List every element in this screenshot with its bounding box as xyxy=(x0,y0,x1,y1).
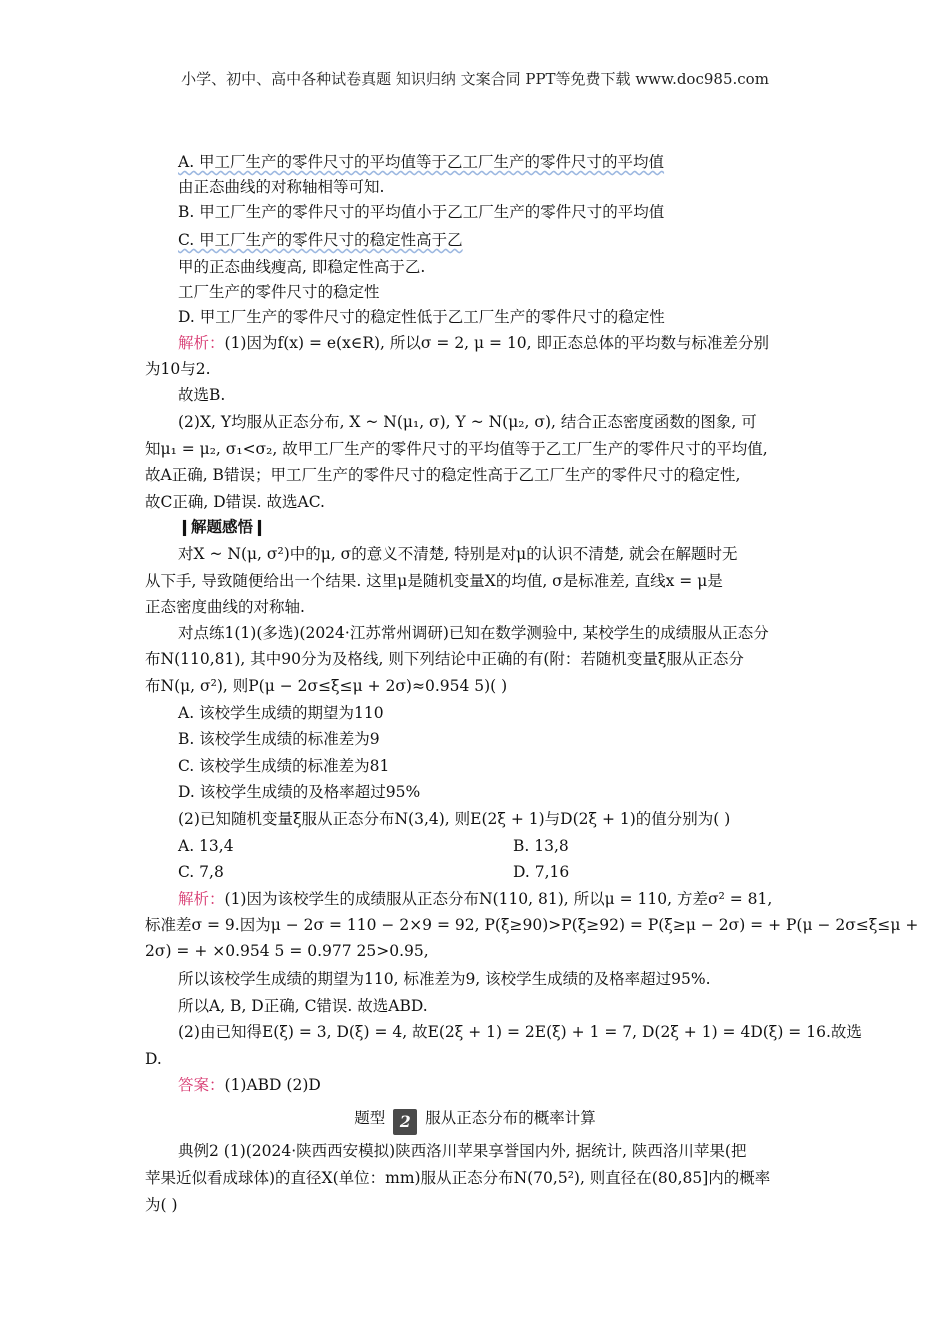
exercise-1-option-c: C. 该校学生成绩的标准差为81 xyxy=(178,757,390,775)
exercise-1-line-1: 对点练1(1)(多选)(2024·江苏常州调研)已知在数学测验中, 某校学生的成绩服从正态分 xyxy=(178,624,769,642)
option-a: A. 甲工厂生产的零件尺寸的平均值等于乙工厂生产的零件尺寸的平均值 xyxy=(178,153,665,171)
reflection-line-1: 对X ~ N(μ, σ²)中的μ, σ的意义不清楚, 特别是对μ的认识不清楚, 就会在解题时无 xyxy=(178,545,738,563)
exercise-2-option-c: C. 7,8 xyxy=(178,863,224,881)
solution-line-1 xyxy=(178,888,772,910)
solution-line-2: 标准差σ = 9.因为μ − 2σ = 110 − 2×9 = 92, P(ξ≥90)>P(ξ≥92) = P(ξ≥μ − 2σ) = + P(μ − 2σ≤ξ≤μ + xyxy=(145,916,919,934)
exercise-1-option-d: D. 该校学生成绩的及格率超过95% xyxy=(178,783,421,801)
analysis-2-line-2: 知μ₁ = μ₂, σ₁<σ₂, 故甲工厂生产的零件尺寸的平均值等于乙工厂生产的零件尺寸的平均值, xyxy=(145,440,768,458)
solution-text-1: (1)因为该校学生的成绩服从正态分布N(110, 81), 所以μ = 110, 方差σ² = 81, xyxy=(224,890,773,908)
answer-label: 答案： xyxy=(178,1076,225,1094)
reflection-line-2: 从下手, 导致随便给出一个结果. 这里μ是随机变量X的均值, σ是标准差, 直线x = μ是 xyxy=(145,572,723,590)
answer-line xyxy=(178,1074,321,1096)
analysis-2-line-4: 故C正确, D错误. 故选AC. xyxy=(145,493,325,511)
analysis-2-line-3: 故A正确, B错误；甲工厂生产的零件尺寸的稳定性高于乙工厂生产的零件尺寸的稳定性, xyxy=(145,466,741,484)
page-header: 小学、初中、高中各种试卷真题 知识归纳 文案合同 PPT等免费下载 www.doc985.com xyxy=(181,70,769,88)
note-thin-curve: 甲的正态曲线瘦高, 即稳定性高于乙. xyxy=(178,258,426,276)
solution-2-line-2: D. xyxy=(145,1050,162,1068)
analysis-line-2: 为10与2. xyxy=(145,360,211,378)
choose-b: 故选B. xyxy=(178,386,226,404)
note-axis: 由正态曲线的对称轴相等可知. xyxy=(178,178,385,196)
option-b: B. 甲工厂生产的零件尺寸的平均值小于乙工厂生产的零件尺寸的平均值 xyxy=(178,203,665,221)
topic-number-badge: 2 xyxy=(393,1109,417,1135)
solution-label: 解析： xyxy=(178,890,225,908)
analysis-2-line-1: (2)X, Y均服从正态分布, X ~ N(μ₁, σ), Y ~ N(μ₂, σ), 结合正态密度函数的图象, 可 xyxy=(178,413,757,431)
topic-prefix: 题型 xyxy=(354,1109,386,1127)
exercise-1-line-3: 布N(μ, σ²), 则P(μ − 2σ≤ξ≤μ + 2σ)≈0.954 5)( ) xyxy=(145,677,508,695)
exercise-2-option-d: D. 7,16 xyxy=(513,863,570,881)
exercise-1-line-2: 布N(110,81), 其中90分为及格线, 则下列结论中正确的有(附：若随机变量ξ服从正态分 xyxy=(145,650,744,668)
exercise-2-option-b: B. 13,8 xyxy=(513,837,569,855)
topic-title: 服从正态分布的概率计算 xyxy=(425,1109,596,1127)
analysis-text-1: (1)因为f(x) = e(x∈R), 所以σ = 2, μ = 10, 即正态总体的平均数与标准差分别 xyxy=(224,334,770,352)
solution-2-line-1: (2)由已知得E(ξ) = 3, D(ξ) = 4, 故E(2ξ + 1) = 2E(ξ) + 1 = 7, D(2ξ + 1) = 4D(ξ) = 16.故选 xyxy=(178,1023,862,1041)
solution-line-3: 2σ) = + ×0.954 5 = 0.977 25>0.95, xyxy=(145,942,429,960)
exercise-1-option-b: B. 该校学生成绩的标准差为9 xyxy=(178,730,380,748)
solution-line-4: 所以该校学生成绩的期望为110, 标准差为9, 该校学生成绩的及格率超过95%. xyxy=(178,970,711,988)
note-stability: 工厂生产的零件尺寸的稳定性 xyxy=(178,283,380,301)
analysis-line-1 xyxy=(178,332,769,354)
option-d: D. 甲工厂生产的零件尺寸的稳定性低于乙工厂生产的零件尺寸的稳定性 xyxy=(178,308,665,326)
reflection-line-3: 正态密度曲线的对称轴. xyxy=(145,598,305,616)
typical-example-line-1: 典例2 (1)(2024·陕西西安模拟)陕西洛川苹果享誉国内外, 据统计, 陕西洛川苹果(把 xyxy=(178,1142,747,1160)
analysis-label: 解析： xyxy=(178,334,225,352)
exercise-2-question: (2)已知随机变量ξ服从正态分布N(3,4), 则E(2ξ + 1)与D(2ξ + 1)的值分别为( ) xyxy=(178,810,731,828)
typical-example-line-2: 苹果近似看成球体)的直径X(单位：mm)服从正态分布N(70,5²), 则直径在(80,85]内的概率 xyxy=(145,1169,771,1187)
reflection-title: ❙解题感悟❙ xyxy=(178,517,266,536)
option-c: C. 甲工厂生产的零件尺寸的稳定性高于乙 xyxy=(178,231,463,249)
solution-line-5: 所以A, B, D正确, C错误. 故选ABD. xyxy=(178,997,428,1015)
topic-heading xyxy=(0,1106,950,1135)
answer-text: (1)ABD (2)D xyxy=(224,1076,321,1094)
exercise-1-option-a: A. 该校学生成绩的期望为110 xyxy=(178,704,384,722)
typical-example-line-3: 为( ) xyxy=(145,1196,178,1214)
exercise-2-option-a: A. 13,4 xyxy=(178,837,234,855)
